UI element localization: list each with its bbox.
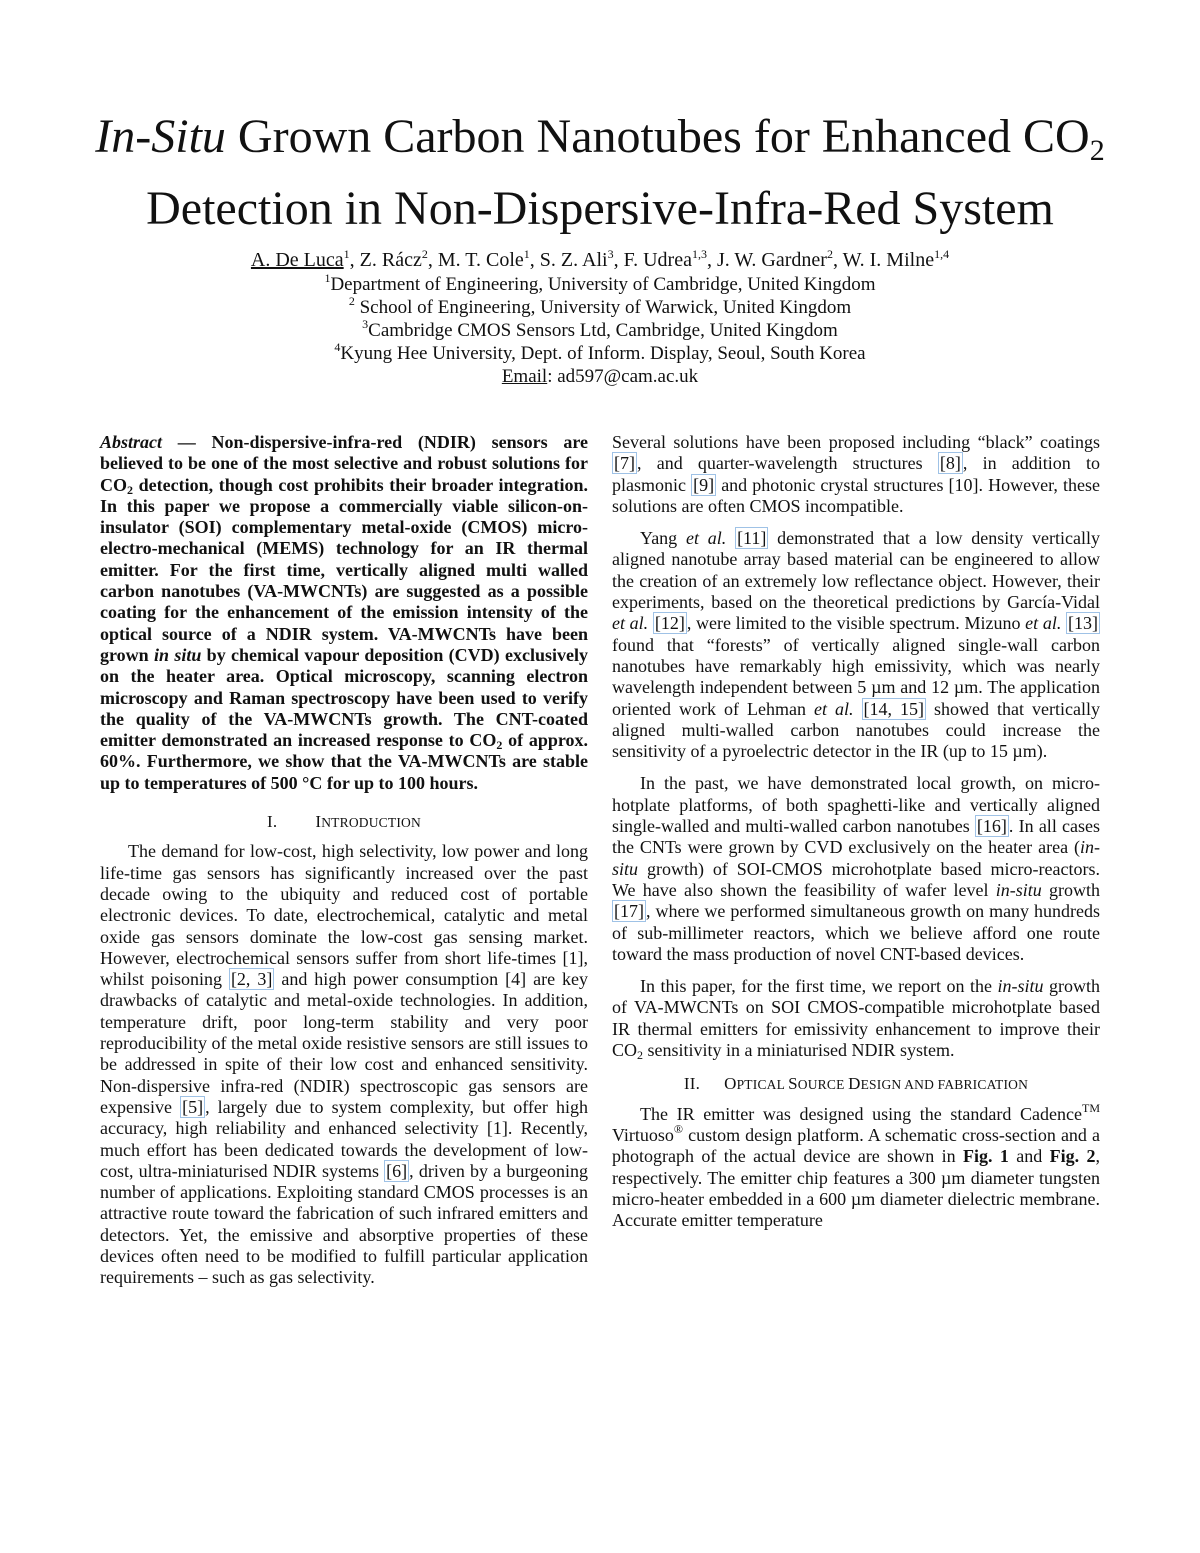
body-text: Virtuoso <box>612 1124 674 1145</box>
body-text: . In all cases the CNTs were grown by CVD exclusively on the heater area ( <box>612 816 1100 858</box>
section-heading-introduction <box>100 811 588 833</box>
section-rest: OURCE <box>797 1077 849 1093</box>
section-initial: D <box>848 1074 861 1094</box>
paragraph-emitter-design <box>612 1100 1101 1232</box>
section-rest: PTICAL <box>736 1077 789 1093</box>
body-text: , respectively. The emitter chip features a 300 µm diameter tungsten micro-heater embedded in a 600 µm diameter dielectric membrane. Accurate emitter temperature <box>612 1146 1101 1231</box>
abstract-text: by chemical vapour deposition (CVD) exclusively on the heater area. Optical microscopy, scanning electron microscopy and Raman spectroscopy have been used to verify the quality of the VA-MWCNTs growth. The CNT-coated emitter demonstrated an increased response to CO <box>100 644 588 751</box>
right-column <box>612 432 1100 1231</box>
section-rest: ESIGN AND FABRICATION <box>860 1077 1029 1093</box>
affiliations <box>60 273 1140 388</box>
italic-text: et al. <box>813 698 854 719</box>
affiliation-text: Kyung Hee University, Dept. of Inform. Display, Seoul, South Korea <box>340 343 866 364</box>
author-sup: 2 <box>826 247 833 261</box>
title-italic: In-Situ <box>95 110 226 163</box>
affiliation-sup: 3 <box>362 317 369 331</box>
author-list: A. De Luca$^1$, Z. Rácz$^2$, M. T. Cole$^1$, S. Z. Ali$^3$, F. Udrea$^{1,3}$, J. W. Gardner$^2$, W. I. Milne$^{1,4}$ <box>250 247 950 271</box>
title-subscript: 2 <box>1089 134 1105 167</box>
author-name: S. Z. Ali <box>539 249 608 271</box>
abstract <box>100 432 588 794</box>
affiliation-2 <box>60 296 1140 319</box>
paragraph-this-paper <box>612 976 1100 1061</box>
affiliation-3 <box>60 319 1140 342</box>
author-name: Z. Rácz <box>359 249 422 271</box>
author-sup: 2 <box>421 247 428 261</box>
citation-link[interactable]: [17] <box>614 901 644 922</box>
section-number: II. <box>683 1074 701 1094</box>
italic-text: in-situ <box>612 837 1100 879</box>
figure-ref: Fig. 1 <box>962 1146 1009 1167</box>
section-initial: S <box>788 1074 798 1094</box>
author-sup: 1 <box>343 247 350 261</box>
body-text: , driven by a burgeoning number of applications. Exploiting standard CMOS processes is an attractive route toward the fabrication of such infrared emitters and detectors. Yet, the emissive and absorptive properties of these devices often need to be modified to fulfill particular application requirements – such as gas selectivity. <box>100 1160 588 1288</box>
section-rest: NTRODUCTION <box>321 815 421 831</box>
citation-link[interactable]: [13] <box>1068 613 1098 634</box>
abstract-text: detection, though cost prohibits their broader integration. In this paper we propose a commercially viable silicon-on-insulator (SOI) complementary metal-oxide (CMOS) micro-electro-mechanical (MEMS) technology for an IR thermal emitter. For the first time, vertically aligned multi walled carbon nanotubes (VA-MWCNTs) are suggested as a possible coating for the enhancement of the emission intensity of the optical source of a NDIR system. VA-MWCNTs have been grown <box>100 474 588 665</box>
affiliation-text: School of Engineering, University of Warwick, United Kingdom <box>354 297 852 318</box>
abstract-text: — Non-dispersive-infra-red (NDIR) sensors are believed to be one of the most selective and robust solutions for CO <box>100 432 588 495</box>
title-text: Grown Carbon Nanotubes for Enhanced CO <box>225 110 1090 163</box>
title-line-1 <box>60 108 1140 180</box>
subscript: 2 <box>127 482 133 497</box>
citation-link[interactable]: [16] <box>976 816 1007 837</box>
body-text: Yang <box>640 528 686 549</box>
left-column <box>100 432 588 1289</box>
affiliation-text: Cambridge CMOS Sensors Ltd, Cambridge, United Kingdom <box>368 320 838 341</box>
body-text: growth of VA-MWCNTs on SOI CMOS-compatible microhotplate based IR thermal emitters for emissivity enhancement to improve their CO <box>612 976 1100 1061</box>
affiliation-sup: 4 <box>334 340 341 354</box>
affiliation-4 <box>60 342 1140 365</box>
affiliation-text: Department of Engineering, University of Cambridge, United Kingdom <box>330 274 876 295</box>
author-name: A. De Luca <box>250 249 344 271</box>
citation-link[interactable]: [6] <box>386 1160 408 1181</box>
author-name: M. T. Cole <box>437 249 524 271</box>
author-name: F. Udrea <box>623 249 692 271</box>
italic-text: et al. <box>1025 613 1062 634</box>
citation-link[interactable]: [9] <box>693 474 715 495</box>
body-text: growth) of SOI-CMOS microhotplate based micro-reactors. We have also shown the feasibility of wafer level <box>612 858 1100 900</box>
body-text: showed that vertically aligned multi-walled carbon nanotubes could increase the sensitivity of a pyroelectric detector in the IR (up to 15 µm). <box>612 698 1100 762</box>
title-line-2: Detection in Non-Dispersive-Infra-Red System <box>146 182 1054 235</box>
citation-link[interactable]: [7] <box>614 453 635 474</box>
author-sup: 1,3 <box>691 247 707 261</box>
citation-link[interactable]: [11] <box>737 528 767 549</box>
affiliation-sup: 2 <box>348 294 355 308</box>
subscript: 2 <box>496 738 503 753</box>
abstract-italic: in situ <box>154 644 202 665</box>
abstract-label: Abstract <box>100 432 163 452</box>
body-text: The IR emitter was designed using the standard Cadence <box>640 1103 1082 1124</box>
paper-title <box>60 108 1140 238</box>
citation-link[interactable]: [2, 3] <box>230 969 273 990</box>
affiliation-1 <box>60 273 1140 296</box>
body-text: and photonic crystal structures [10]. However, these solutions are often CMOS incompatible. <box>612 474 1100 516</box>
author-sup: 3 <box>607 247 614 261</box>
body-text: and <box>1008 1146 1050 1167</box>
citation-link[interactable]: [5] <box>182 1096 204 1117</box>
body-text: The demand for low-cost, high selectivity, low power and long life-time gas sensors has significantly increased over the past decade owing to the ubiquity and reduced cost of portable electronic devices. To date, electrochemical, catalytic and metal oxide gas sensors dominate the low-cost gas sensing market. However, electrochemical sensors suffer from short life-times [1], whilst poisoning <box>100 841 588 990</box>
italic-text: in-situ <box>997 976 1044 997</box>
italic-text: et al. <box>612 613 649 634</box>
section-initial: I <box>315 812 322 832</box>
abstract-text: of approx. 60%. Furthermore, we show that the VA-MWCNTs are stable up to temperatures of 500 °C for up to 100 hours. <box>100 730 589 793</box>
body-text: In the past, we have demonstrated local growth, on micro-hotplate platforms, of both spaghetti-like and vertically aligned single-walled and multi-walled carbon nanotubes <box>612 773 1100 837</box>
body-text: Several solutions have been proposed including “black” coatings <box>612 432 1100 452</box>
intro-paragraph <box>100 841 588 1288</box>
body-text: found that “forests” of vertically aligned single-wall carbon nanotubes have remarkably high emissivity, which was nearly wavelength independent between 5 µm and 12 µm. The application oriented work of Lehman <box>612 634 1100 719</box>
body-text: , in addition to plasmonic <box>612 453 1100 495</box>
body-text: , where we performed simultaneous growth on many hundreds of sub-millimeter reactors, which we believe afford one route toward the mass production of novel CNT-based devices. <box>612 901 1100 964</box>
body-text: , and quarter-wavelength structures <box>637 453 938 474</box>
subscript: 2 <box>637 1048 644 1063</box>
body-text: , were limited to the visible spectrum. Mizuno <box>686 613 1026 634</box>
author-sup: 1,4 <box>934 247 950 261</box>
author-name: J. W. Gardner <box>716 249 827 271</box>
citation-link[interactable]: [12] <box>654 613 685 634</box>
body-text: demonstrated that a low density vertically aligned nanotube array based material can be engineered to allow the creation of an extremely low reflectance object. However, their experiments, based on the theoretical predictions by García-Vidal <box>612 528 1101 613</box>
email-address: : ad597@cam.ac.uk <box>547 366 699 387</box>
body-text: growth <box>1041 879 1100 900</box>
body-text: custom design platform. A schematic cross-section and a photograph of the actual device are shown in <box>612 1124 1100 1167</box>
italic-text: et al. <box>685 528 727 549</box>
trademark-sup: TM <box>1082 1100 1100 1115</box>
body-text: , largely due to system complexity, but offer high accuracy, high reliability and enhanced selectivity [1]. Recently, much effort has been dedicated towards the development of low-cost, ultra-miniaturised NDIR systems <box>100 1096 588 1181</box>
figure-ref: Fig. 2 <box>1049 1146 1096 1167</box>
body-text: and high power consumption [4] are key drawbacks of catalytic and metal-oxide technologies. In addition, temperature drift, poor long-term stability and very poor reproducibility of the metal oxide resistive sensors are still issues to be addressed in spite of their low cost and enhanced sensitivity. Non-dispersive infra-red (NDIR) spectroscopic gas sensors are expensive <box>100 969 589 1117</box>
body-text: In this paper, for the first time, we report on the <box>640 976 998 997</box>
body-text: sensitivity in a miniaturised NDIR system. <box>643 1040 955 1061</box>
paragraph-solutions <box>612 432 1100 517</box>
section-initial: O <box>724 1074 737 1094</box>
citation-link[interactable]: [8] <box>939 453 961 474</box>
registered-sup: ® <box>673 1121 684 1136</box>
author-sup: 1 <box>523 247 530 261</box>
citation-link[interactable]: [14, 15] <box>863 698 925 719</box>
email-label: Email <box>501 366 548 387</box>
paragraph-past-work <box>612 773 1100 965</box>
italic-text: in-situ <box>995 879 1042 900</box>
section-number: I. <box>267 812 278 832</box>
paragraph-yang <box>612 528 1100 762</box>
affiliation-sup: 1 <box>324 271 331 285</box>
section-heading-optical-source <box>612 1073 1100 1095</box>
author-name: W. I. Milne <box>842 249 935 271</box>
email-line <box>60 365 1140 388</box>
